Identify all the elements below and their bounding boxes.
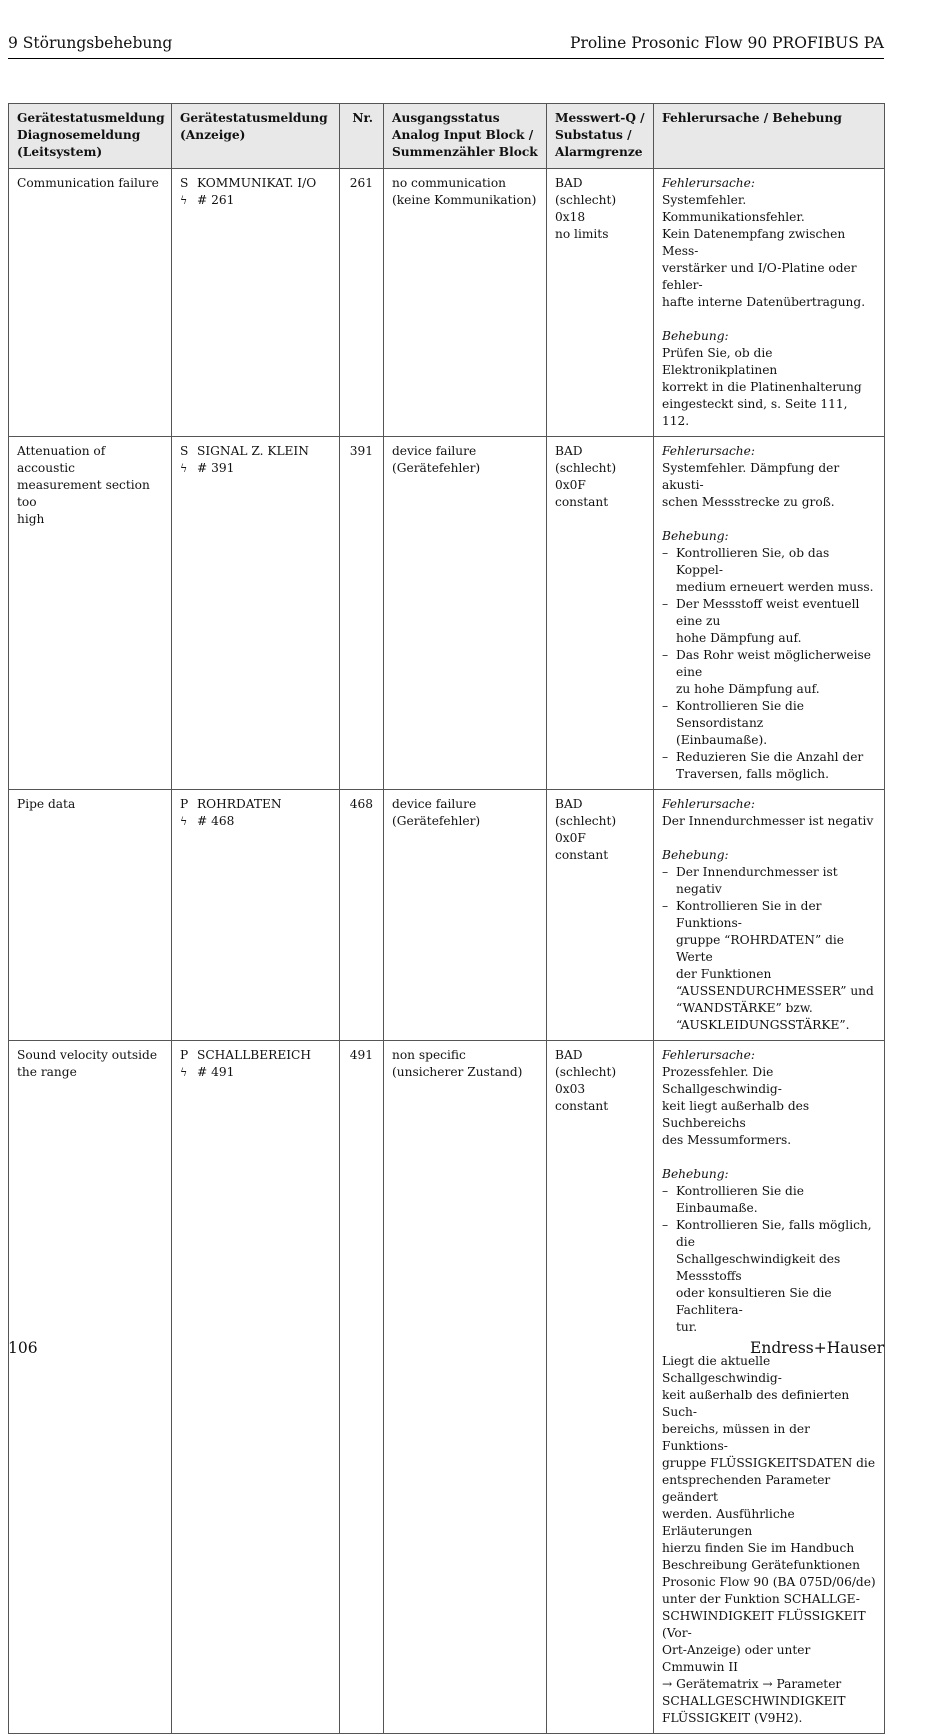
lightning-bolt-icon: ϟ: [180, 815, 188, 828]
list-item: – Kontrollieren Sie, ob das Koppel- medium erneuert werden muss.: [662, 545, 876, 596]
col-header-output-status: Ausgangsstatus Analog Input Block / Summenzähler Block: [384, 104, 547, 169]
list-item: – Das Rohr weist möglicherweise eine zu hohe Dämpfung auf.: [662, 647, 876, 698]
list-item: – Kontrollieren Sie die Sensordistanz (Einbaumaße).: [662, 698, 876, 749]
quality-status: BAD (schlecht) 0x0F constant: [547, 790, 654, 1041]
lightning-bolt-icon: ϟ: [180, 1066, 188, 1079]
lightning-bolt-icon: ϟ: [180, 462, 188, 475]
remedy-list: [662, 1183, 876, 1336]
col-header-diagnosis: Gerätestatusmeldung Diagnosemeldung (Leitsystem): [9, 104, 172, 169]
error-number: 468: [340, 790, 384, 1041]
list-item: – Kontrollieren Sie, falls möglich, die Schallgeschwindigkeit des Messstoffs oder konsultieren Sie die Fachlitera- tur.: [662, 1217, 876, 1336]
table-row: [9, 790, 885, 1041]
error-number: 491: [340, 1041, 384, 1734]
cause-remedy: Fehlerursache: Prozessfehler. Die Schallgeschwindig- keit liegt außerhalb des Suchbereichs des Messumformers. Behebung: – Kontrollieren Sie die Einbaumaße. – Kontrollieren Sie, falls möglich, die Schallgeschwindigkeit des Messstoffs oder konsultieren Sie die Fachlitera- tur. Liegt die aktuelle Schallgeschwindig- keit außerhalb des definierten Such- bereichs, müssen in der Funktions- gruppe FLÜSSIGKEITSDATEN die entsprechenden Parameter geändert werden. Ausführliche Erläuterungen hierzu finden Sie im Handbuch Beschreibung Gerätefunktionen Prosonic Flow 90 (BA 075D/06/de) unter der Funktion SCHALLGE- SCHWINDIGKEIT FLÜSSIGKEIT (Vor- Ort-Anzeige) oder unter Cmmuwin II → Gerätematrix → Parameter SCHALLGESCHWINDIGKEIT FLÜSSIGKEIT (V9H2).: [654, 1041, 885, 1734]
output-status: no communication (keine Kommunikation): [384, 169, 547, 437]
diag-message: Attenuation of accoustic measurement section too high: [9, 437, 172, 790]
output-status: non specific (unsicherer Zustand): [384, 1041, 547, 1734]
diag-message: Sound velocity outside the range: [9, 1041, 172, 1734]
cause-remedy: Fehlerursache: Der Innendurchmesser ist negativ Behebung: – Der Innendurchmesser ist negativ – Kontrollieren Sie in der Funktions- gruppe “ROHRDATEN” die Werte der Funktionen “AUSSENDURCHMESSER” und “WANDSTÄRKE” bzw. “AUSKLEIDUNGSSTÄRKE”.: [654, 790, 885, 1041]
list-item: – Der Innendurchmesser ist negativ: [662, 864, 876, 898]
quality-status: BAD (schlecht) 0x18 no limits: [547, 169, 654, 437]
output-status: device failure (Gerätefehler): [384, 437, 547, 790]
diagnostic-table: [8, 103, 885, 1734]
col-header-cause-remedy: Fehlerursache / Behebung: [654, 104, 885, 169]
quality-status: BAD (schlecht) 0x03 constant: [547, 1041, 654, 1734]
note-paragraph: Liegt die aktuelle Schallgeschwindig- keit außerhalb des definierten Such- bereichs, müssen in der Funktions- gruppe FLÜSSIGKEITSDATEN die entsprechenden Parameter geändert werden. Ausführliche Erläuterungen hierzu finden Sie im Handbuch Beschreibung Gerätefunktionen Prosonic Flow 90 (BA 075D/06/de) unter der Funktion SCHALLGE- SCHWINDIGKEIT FLÜSSIGKEIT (Vor- Ort-Anzeige) oder unter Cmmuwin II → Gerätematrix → Parameter SCHALLGESCHWINDIGKEIT FLÜSSIGKEIT (V9H2).: [662, 1354, 876, 1725]
remedy-list: [662, 545, 876, 783]
quality-status: BAD (schlecht) 0x0F constant: [547, 437, 654, 790]
cause-remedy: Fehlerursache: Systemfehler. Kommunikationsfehler. Kein Datenempfang zwischen Mess- verstärker und I/O-Platine oder fehler- hafte interne Datenübertragung. Behebung: Prüfen Sie, ob die Elektronikplatinen korrekt in die Platinenhalterung eingesteckt sind, s. Seite 111, 112.: [654, 169, 885, 437]
product-title: Proline Prosonic Flow 90 PROFIBUS PA: [570, 34, 884, 52]
remedy-list: [662, 864, 876, 1034]
list-item: – Der Messstoff weist eventuell eine zu hohe Dämpfung auf.: [662, 596, 876, 647]
display-message: P SCHALLBEREICH ϟ # 491: [172, 1041, 340, 1734]
list-item: – Reduzieren Sie die Anzahl der Traversen, falls möglich.: [662, 749, 876, 783]
display-message: P ROHRDATEN ϟ # 468: [172, 790, 340, 1041]
table-header-row: [9, 104, 885, 169]
col-header-quality: Messwert-Q / Substatus / Alarmgrenze: [547, 104, 654, 169]
page-header: [8, 28, 884, 59]
list-item: – Kontrollieren Sie die Einbaumaße.: [662, 1183, 876, 1217]
table-row: [9, 169, 885, 437]
error-number: 391: [340, 437, 384, 790]
col-header-nr: Nr.: [340, 104, 384, 169]
display-message: S SIGNAL Z. KLEIN ϟ # 391: [172, 437, 340, 790]
list-item: – Kontrollieren Sie in der Funktions- gruppe “ROHRDATEN” die Werte der Funktionen “AUSSENDURCHMESSER” und “WANDSTÄRKE” bzw. “AUSKLEIDUNGSSTÄRKE”.: [662, 898, 876, 1034]
table-row: [9, 1041, 885, 1734]
diag-message: Communication failure: [9, 169, 172, 437]
cause-remedy: Fehlerursache: Systemfehler. Dämpfung der akusti- schen Messstrecke zu groß. Behebung: – Kontrollieren Sie, ob das Koppel- medium erneuert werden muss. – Der Messstoff weist eventuell eine zu hohe Dämpfung auf. – Das Rohr weist möglicherweise eine zu hohe Dämpfung auf. – Kontrollieren Sie die Sensordistanz (Einbaumaße). – Reduzieren Sie die Anzahl der Traversen, falls möglich.: [654, 437, 885, 790]
error-number: 261: [340, 169, 384, 437]
output-status: device failure (Gerätefehler): [384, 790, 547, 1041]
col-header-display: Gerätestatusmeldung (Anzeige): [172, 104, 340, 169]
table-row: [9, 437, 885, 790]
lightning-bolt-icon: ϟ: [180, 194, 188, 207]
diag-message: Pipe data: [9, 790, 172, 1041]
display-message: S KOMMUNIKAT. I/O ϟ # 261: [172, 169, 340, 437]
page-number: 106: [8, 1339, 38, 1357]
brand-logo: Endress+Hauser: [750, 1339, 884, 1357]
chapter-title: 9 Störungsbehebung: [8, 34, 173, 52]
